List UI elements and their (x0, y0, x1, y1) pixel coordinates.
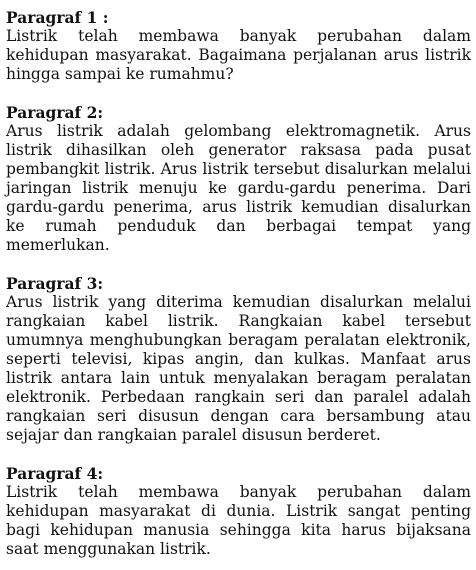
paragraph-title: Paragraf 4: (6, 464, 104, 483)
paragraph-1 (6, 8, 471, 84)
paragraph-4 (6, 464, 471, 559)
paragraph-text: Arus listrik adalah gelombang elektromagnetik. Arus listrik dihasilkan oleh generator raksasa pada pusat pembangkit listrik. Arus listrik tersebut disalurkan melalui jaringan listrik menuju ke gardu-gardu penerima. Dari gardu-gardu penerima, arus listrik kemudian disalurkan ke rumah penduduk dan berbagai tempat yang memerlukan. (6, 122, 471, 254)
paragraph-title: Paragraf 2: (6, 103, 104, 122)
paragraph-title: Paragraf 3: (6, 274, 104, 293)
paragraph-3 (6, 274, 471, 445)
paragraph-2 (6, 103, 471, 255)
paragraph-text: Listrik telah membawa banyak perubahan dalam kehidupan masyarakat. Bagaimana perjalanan arus listrik hingga sampai ke rumahmu? (6, 27, 471, 83)
paragraph-text: Listrik telah membawa banyak perubahan dalam kehidupan masyarakat di dunia. Listrik sangat penting bagi kehidupan manusia sehingga kita harus bijaksana saat menggunakan listrik. (6, 483, 471, 558)
paragraph-title: Paragraf 1 : (6, 8, 109, 27)
paragraph-text: Arus listrik yang diterima kemudian disalurkan melalui rangkaian kabel listrik. Rangkaian kabel tersebut umumnya menghubungkan beragam peralatan elektronik, seperti televisi, kipas angin, dan kulkas. Manfaat arus listrik antara lain untuk menyalakan beragam peralatan elektronik. Perbedaan rangkain seri dan paralel adalah rangkaian seri disusun dengan cara bersambung atau sejajar dan rangkaian paralel disusun berderet. (6, 293, 471, 444)
